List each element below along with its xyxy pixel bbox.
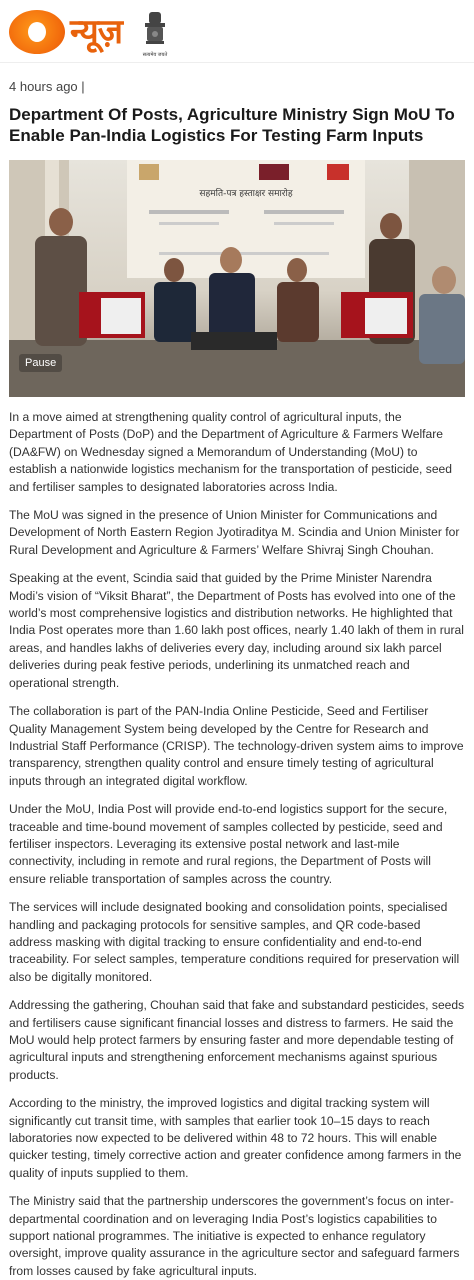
article-title: Department Of Posts, Agriculture Ministry Sign MoU To Enable Pan-India Logistics For Testing Farm Inputs [9,105,455,145]
article-hero-image [9,160,465,397]
article-paragraph: Under the MoU, India Post will provide end-to-end logistics support for the secure, traceable and time-bound movement of samples collected by pesticide, seed and fertiliser inspectors. Leveraging its extensive postal network and last-mile connectivity, including in remote and rural regions, the Department of Posts will ensure reliable transportation of samples across the country. [9,802,448,886]
dd-logo-icon[interactable] [9,10,65,54]
pause-button[interactable]: Pause [19,354,62,372]
site-header [0,0,474,63]
article-paragraph: In a move aimed at strengthening quality control of agricultural inputs, the Department of Posts (DoP) and the Department of Agriculture & Farmers Welfare (DA&FW) on Wednesday signed a Memorandum of Understanding (MoU) to establish a nationwide logistics mechanism for the transportation of pesticide, seed and fertiliser samples to designated laboratories across India. [9,410,453,494]
event-photo [9,160,465,397]
national-emblem-icon [142,8,168,54]
article-timestamp: 4 hours ago | [9,79,85,94]
logo-text[interactable]: न्यूज़ [70,12,122,52]
banner-heading: सहमति-पत्र हस्ताक्षर समारोह [199,189,293,199]
article-paragraph: The MoU was signed in the presence of Union Minister for Communications and Development of North Eastern Region Jyotiraditya M. Scindia and Union Minister for Rural Development and Agriculture & Farmers’ Welfare Shivraj Singh Chouhan. [9,508,460,557]
article-paragraph: Addressing the gathering, Chouhan said that fake and substandard pesticides, seeds and fertilisers cause significant financial losses and distress to farmers. He said the MoU would help protect farmers by ensuring faster and more dependable testing of agricultural inputs and strengthening enforcement mechanisms against spurious products. [9,998,465,1082]
article-paragraph: According to the ministry, the improved logistics and digital tracking system will significantly cut transit time, with samples that earlier took 10–15 days to reach laboratories now expected to be delivered within 48 to 72 hours. This will enable quicker testing, timely corrective action and greater confidence among farmers in the quality of inputs supplied to them. [9,1096,462,1180]
article-paragraph: The collaboration is part of the PAN-India Online Pesticide, Seed and Fertiliser Quality Management System being developed by the Centre for Research and Industrial Staff Performance (CRISP). The technology-driven system aims to improve transparency, strengthen quality control and ensure timely testing of agricultural inputs through an integrated digital workflow. [9,704,464,788]
article-paragraph: The Ministry said that the partnership underscores the government’s focus on inter-departmental coordination and on leveraging India Post’s logistics capabilities to support national programmes. The initiative is expected to enhance regulatory oversight, improve quality assurance in the agriculture sector and safeguard farmers from losses caused by fake agricultural inputs. [9,1194,460,1278]
article-paragraph: Speaking at the event, Scindia said that guided by the Prime Minister Narendra Modi’s vision of “Viksit Bharat”, the Department of Posts has evolved into one of the world’s most comprehensive logistics and distribution networks. He highlighted that India Post operates more than 1.60 lakh post offices, nearly 1.40 lakh of them in rural areas, and handles lakhs of deliveries every day, including around six lakh parcel deliveries during peak festive periods, underlining its unmatched reach and operational strength. [9,571,464,690]
emblem-caption: सत्यमेव जयते [142,52,168,58]
article-paragraph: The services will include designated booking and consolidation points, specialised handling and packaging protocols for sensitive samples, and QR code-based address masking with digital tracking to ensure confidentiality and end-to-end traceability. For select samples, temperature conditions required for preservation will also be digitally monitored. [9,900,460,984]
article-body [9,409,465,1280]
